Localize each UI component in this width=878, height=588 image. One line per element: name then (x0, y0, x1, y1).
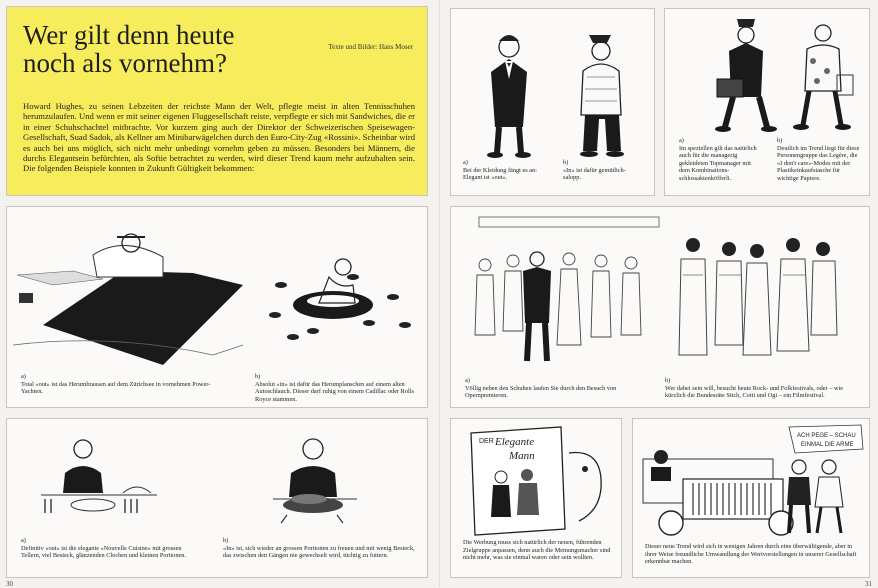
magazine-title-mann: Mann (509, 450, 535, 462)
caption-kleidung-b (563, 159, 643, 182)
caption-label: a) (21, 373, 26, 380)
page-number-right: 31 (865, 580, 872, 588)
caption-text: «In» ist dafür gemütlich-salopp. (563, 166, 626, 182)
caption-text: Deutlich im Trend liegt für diese Personengruppe das Legère, die «I don't care»-Modes mit der Plastikeinkaufstasche für wichtige Papiere. (777, 144, 860, 182)
caption-label: b) (777, 137, 783, 144)
panel-koffer (664, 8, 870, 196)
caption-text: Bei der Kleidung fängt es an: Elegant ist «out». (463, 166, 537, 182)
magazine-title-text: DER (479, 438, 494, 445)
speech-bubble-text-2: EINMAL DIE ARME (801, 442, 854, 448)
panel-oper (450, 206, 870, 408)
caption-text: Im speziellen gilt das natürlich auch für die managerig gekleideten Topmanager mit dem Kombinations-schlossaktenköfferli. (679, 144, 757, 182)
caption-koffer-b (777, 137, 861, 183)
article-credit: Texte und Bilder: Hans Moser (328, 43, 413, 51)
cartoon-werbung-illustration (461, 425, 613, 537)
caption-text: Völlig neben den Schuhen laufen Sie durch den Besuch von Opernpremieren. (465, 384, 617, 400)
caption-oper-a (465, 377, 635, 400)
caption-oper-b (665, 377, 861, 400)
caption-kleidung-a (463, 159, 543, 182)
caption-koffer-a (679, 137, 757, 183)
caption-werbung: Die Werbung muss sich natürlich der neuen, führenden Zielgruppe anpassen, denn auch die Meinungsmacher sind nicht mehr, was sie einmal waren oder sein wollten. (463, 539, 611, 562)
caption-label: b) (563, 159, 569, 166)
panel-werbung (450, 418, 622, 578)
caption-text: Absolut «in» ist dafür das Herumplanschen auf einem alten Autoschlauch. Dieser darf ruhig von einem Cadillac oder Rolls Royce stammen. (255, 380, 414, 403)
caption-label: a) (679, 137, 684, 144)
article-header-box (6, 6, 428, 196)
caption-label: b) (665, 377, 671, 384)
caption-text: «In» ist, sich wieder an grossen Portionen zu freuen und mit wenig Besteck, das zwischen den Gängen nie gewechselt wird, tüchtig zu futtern. (223, 544, 415, 560)
panel-yacht (6, 206, 428, 408)
caption-essen-b (223, 537, 419, 560)
caption-text: Total «out» ist das Herumbrausen auf dem Zürichsee in vornehmen Power-Yachten. (21, 380, 211, 396)
caption-yacht-b (255, 373, 423, 403)
cartoon-kleidung-illustration (461, 27, 646, 162)
caption-label: a) (21, 537, 26, 544)
caption-label: a) (465, 377, 470, 384)
article-title: Wer gilt denn heute noch als vornehm? (23, 20, 235, 78)
caption-yacht-a (21, 373, 221, 396)
caption-rolls: Dieser neue Trend wird sich in wenigen Jahren durch eine überwältigende, aber in ihrer Weise freundliche Umwandlung der Wertvorstellungen in unserer Gesellschaft erkennbar machen. (645, 543, 857, 566)
caption-text: Wer dabei sein will, besucht heute Rock- und Folkfestivals, oder – wie kürzlich die Bundesräte Stich, Cotti und Ogi – ein Filmfestival. (665, 384, 844, 400)
caption-essen-a (21, 537, 201, 560)
caption-label: b) (223, 537, 229, 544)
cartoon-oper-illustration (461, 215, 861, 365)
panel-essen (6, 418, 428, 578)
speech-bubble-text: ACH PEGE – SCHAU (797, 433, 856, 439)
panel-rolls (632, 418, 870, 578)
cartoon-yacht-illustration (13, 215, 423, 365)
page-fold (439, 0, 440, 587)
page-number-left: 30 (6, 580, 13, 588)
panel-kleidung (450, 8, 655, 196)
caption-text: Definitiv «out» ist die elegante «Nouvelle Cuisine» mit grossen Tellern, viel Besteck, glänzenden Clochen und kleinen Portionen. (21, 544, 186, 560)
magazine-title-elegante: Elegante (495, 436, 535, 448)
caption-label: b) (255, 373, 261, 380)
cartoon-rolls-illustration (639, 423, 867, 541)
caption-label: a) (463, 159, 468, 166)
cartoon-essen-illustration (37, 433, 397, 533)
article-intro: Howard Hughes, zu seinen Lebzeiten der reichste Mann der Welt, pflegte meist in alten Tennisschuhen herumzulaufen. Und wenn er mit seiner eigenen Fluggesellschaft reiste, verpflegte er sich mit Sandwiches, die er in einer Schuhschachtel mitbrachte. Vor kurzem ging auch der Direktor der Schweizerischen Speisewagen-Gesellschaft, Suad Sadok, als Kellner am Minibarwägelchen durch den Euro-City-Zug «Rossini». Scheinbar wird es auch bei uns möglich, sich nicht mehr unbedingt vornehm geben zu müssen. Besonders bei Männern, die durchs Elegantsein befürchten, als Softie betrachtet zu werden, wird dieser Trend kaum mehr aufzuhalten sein. Die folgenden Beispiele konnten in Zukunft Gültigkeit bekommen: (23, 101, 415, 174)
cartoon-koffer-illustration (677, 15, 862, 135)
